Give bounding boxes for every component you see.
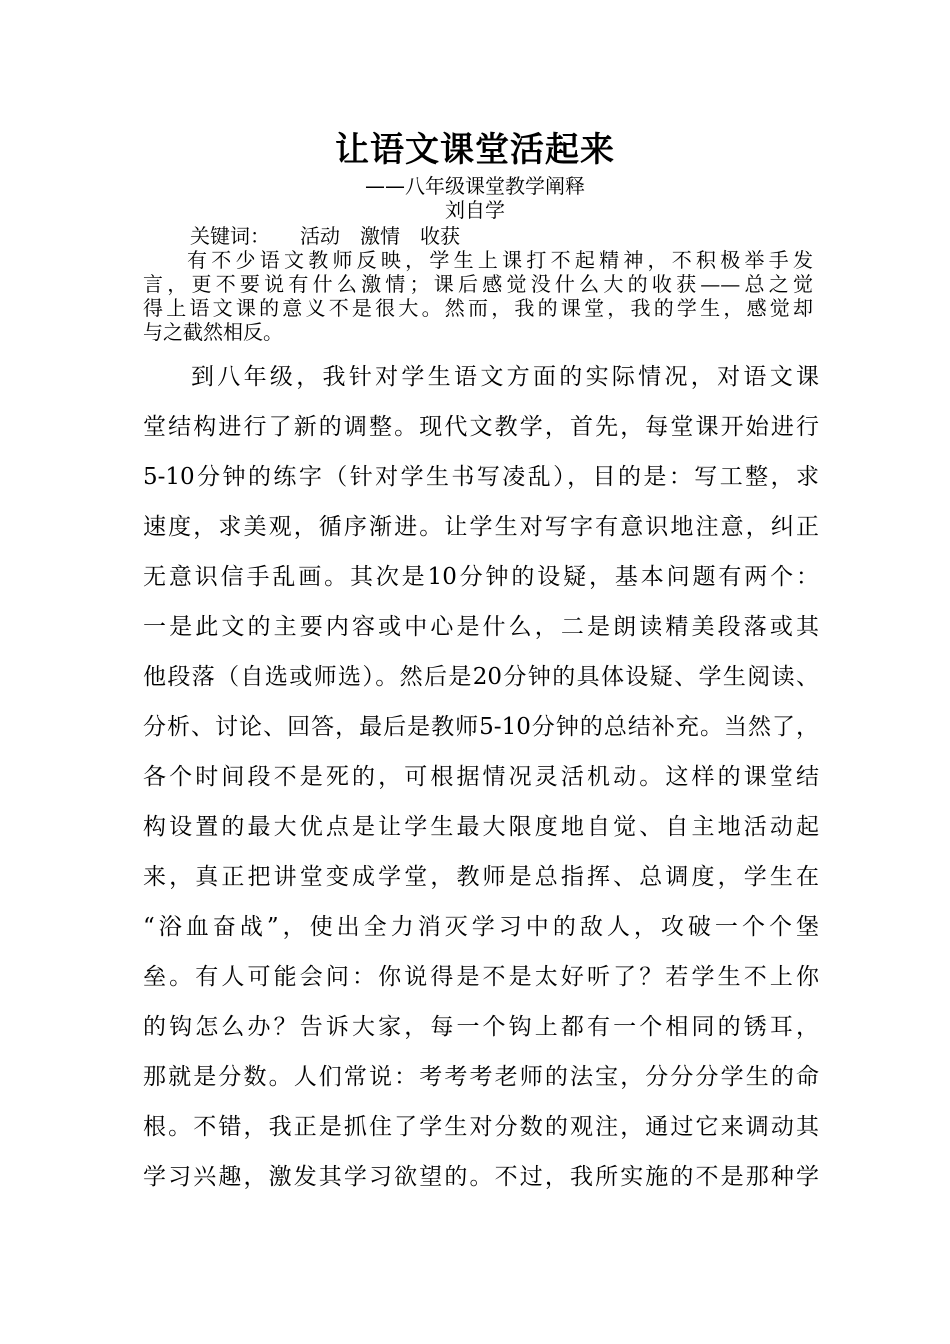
keyword-item: 活动	[300, 224, 340, 248]
body-paragraph	[143, 352, 819, 1202]
document-author: 刘自学	[445, 198, 505, 222]
body-line: 5-10分钟的练字（针对学生书写凌乱），目的是：写工整，求	[143, 464, 819, 490]
intro-line: 有不少语文教师反映，学生上课打不起精神，不积极举手发	[187, 248, 813, 272]
body-line: 他段落（自选或师选）。然后是20分钟的具体设疑、学生阅读、	[143, 664, 819, 690]
intro-line: 与之截然相反。	[143, 320, 283, 344]
body-line: 那就是分数。人们常说：考考考老师的法宝，分分分学生的命	[143, 1064, 819, 1090]
keywords-label: 关键词：	[190, 224, 270, 248]
document-title: 让语文课堂活起来	[335, 130, 615, 170]
body-line: 堂结构进行了新的调整。现代文教学，首先，每堂课开始进行	[143, 414, 819, 440]
body-line: 到八年级，我针对学生语文方面的实际情况，对语文课	[191, 364, 819, 390]
body-line: 的钩怎么办？告诉大家，每一个钩上都有一个相同的锈耳，	[143, 1014, 819, 1040]
body-line: 根。不错，我正是抓住了学生对分数的观注，通过它来调动其	[143, 1114, 819, 1140]
body-line: 垒。有人可能会问：你说得是不是太好听了？若学生不上你	[143, 964, 819, 990]
keyword-item: 收获	[420, 224, 460, 248]
document-subtitle: ——八年级课堂教学阐释	[365, 174, 585, 198]
body-line: 构设置的最大优点是让学生最大限度地自觉、自主地活动起	[143, 814, 819, 840]
keywords-line	[190, 224, 480, 248]
body-line: 各个时间段不是死的，可根据情况灵活机动。这样的课堂结	[143, 764, 819, 790]
intro-line: 言，更不要说有什么激情；课后感觉没什么大的收获——总之觉	[143, 272, 813, 296]
body-line: 速度，求美观，循序渐进。让学生对写字有意识地注意，纠正	[143, 514, 819, 540]
body-line: 学习兴趣，激发其学习欲望的。不过，我所实施的不是那种学	[143, 1164, 819, 1190]
body-line: 分析、讨论、回答，最后是教师5-10分钟的总结补充。当然了，	[143, 714, 819, 740]
body-line: 一是此文的主要内容或中心是什么，二是朗读精美段落或其	[143, 614, 819, 640]
intro-line: 得上语文课的意义不是很大。然而，我的课堂，我的学生，感觉却	[143, 296, 813, 320]
intro-paragraph	[143, 248, 813, 344]
body-line: “浴血奋战”，使出全力消灭学习中的敌人，攻破一个个堡	[143, 914, 819, 940]
body-line: 来，真正把讲堂变成学堂，教师是总指挥、总调度，学生在	[143, 864, 819, 890]
keyword-item: 激情	[360, 224, 400, 248]
body-line: 无意识信手乱画。其次是10分钟的设疑，基本问题有两个：	[143, 564, 819, 590]
